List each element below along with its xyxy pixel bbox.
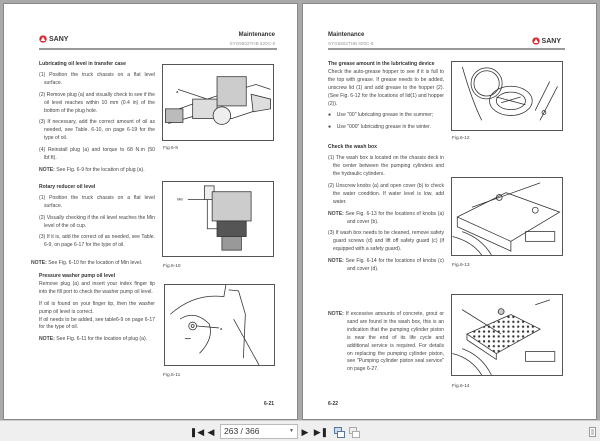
heading: Pressure washer pump oil level <box>39 273 116 279</box>
bullet-item: ● Use "00" lubricating grease in the summer; <box>328 112 434 119</box>
note: NOTE: See Fig. 6-14 for the locations of knobs (c) and cover (d). <box>328 258 444 273</box>
previous-page-button[interactable] <box>206 426 216 438</box>
step: (1) Position the truck chassis on a flat level surface. <box>39 194 155 209</box>
step: (1) The wash box is located on the chassis deck in the center between the pumping cylinders and the hydraulic cylinders. <box>328 155 444 177</box>
previous-page-icon: ◀ <box>207 426 215 437</box>
bullet-item: ● Use "000" lubricating grease in the winter. <box>328 124 431 131</box>
figure-grease-hopper <box>451 61 563 131</box>
first-page-icon: ❚◀ <box>189 426 205 437</box>
figure-caption: Fig.6-11 <box>163 373 181 378</box>
figure-caption: Fig.6-14 <box>452 384 470 389</box>
step: (4) Reinstall plug (a) and torque to 68 N.m (50 lbf.ft). <box>39 147 155 162</box>
sany-logo: SANY <box>532 37 561 45</box>
figure-wash-box <box>451 177 563 256</box>
paragraph: Check the auto-grease hopper to see if it is full to the top with grease. If grease needs to be added, unscrew lid (1) and add grease to the hopper (2). (See Fig. 6-12 for the locations of lid(1) and hopper (2)). <box>328 68 444 107</box>
step: (2) Visually checking if the oil level reaches the Min level of the oil cup. <box>39 214 155 229</box>
sany-logo: SANY <box>39 35 68 43</box>
header-rule <box>39 48 277 50</box>
svg-text:a: a <box>219 325 223 331</box>
step: (3) If wash box needs to be cleaned, remove safety guard screws (d) and lift off safety guard (c) (if equipped with a safety guard). <box>328 230 444 253</box>
svg-text:Min: Min <box>177 196 184 202</box>
left-page <box>3 3 298 420</box>
model-code: SYG5502THB 820C-8 <box>229 41 275 46</box>
heading: Check the wash box <box>328 144 377 151</box>
paragraph: Remove plug (a) and insert your index finger tip into the fill port to check the washer pump oil level. <box>39 280 155 295</box>
heading: Rotary reducer oil level <box>39 183 96 190</box>
figure-caption: Fig.6-10 <box>163 264 181 269</box>
note: NOTE: See Fig. 6-13 for the locations of knobs (a) and cover (b). <box>328 210 444 225</box>
right-page <box>302 3 597 420</box>
figure-wash-box-guard <box>451 294 563 376</box>
single-page-view-icon <box>334 427 345 438</box>
figure-caption: Fig.6-9 <box>163 146 178 151</box>
paragraph: If oil is found on your finger tip, then the washer pump oil level is correct. <box>39 300 155 315</box>
note: NOTE: If excessive amounts of concrete, grout or sand are found in the wash box, this is an indication that the pumping cylinder piston is near the end of its life cycle and additional service is required. For details on replacing the pumping cylinder piston, see "Pumping cylinder piston seal service" on page 6-27. <box>328 311 444 373</box>
next-page-button[interactable] <box>300 426 310 438</box>
section-title: Maintenance <box>328 32 365 38</box>
figure-washer-pump <box>164 284 275 366</box>
viewer-toolbar <box>0 420 600 441</box>
section-title: Maintenance <box>238 32 275 38</box>
single-page-view-button[interactable] <box>333 426 345 438</box>
step: (2) Remove plug (a) and visually check to see if the oil level reaches within 10 mm (0.4 in) of the bottom of the plug hole. <box>39 91 155 114</box>
bookmark-panel-button[interactable] <box>588 426 597 438</box>
two-page-view-icon <box>349 427 360 438</box>
sany-logo-icon <box>532 37 540 45</box>
figure-rotary-reducer <box>162 181 274 257</box>
paragraph: If oil needs to be added, see table6-9 on page 6-17 for the type of oil. <box>39 316 155 331</box>
last-page-button[interactable] <box>315 426 327 438</box>
first-page-button[interactable] <box>191 426 203 438</box>
figure-transfer-case <box>162 64 274 141</box>
step: (3) If it is, add the correct oil as needed, see Table. 6-9, on page 6-17 for the type of oil. <box>39 234 155 249</box>
next-page-icon: ▶ <box>301 426 309 437</box>
model-code: SYG5502THB 820C-8 <box>328 41 374 46</box>
step: (3) If necessary, add the correct amount of oil as needed, see Table. 6-10, on page 6-19 for the type of oil. <box>39 119 155 142</box>
figure-caption: Fig.6-12 <box>452 136 470 141</box>
last-page-icon: ▶❚ <box>313 426 329 437</box>
step: (1) Position the truck chassis on a flat level surface. <box>39 71 155 86</box>
heading: The grease amount in the lubricating device <box>328 61 435 67</box>
sany-logo-icon <box>39 35 47 43</box>
bookmark-panel-icon <box>589 427 596 437</box>
note: NOTE: See Fig. 6-10 for the location of Min level. <box>31 260 143 266</box>
page-number: 6-21 <box>264 401 275 407</box>
step: (2) Unscrew knobs (a) and open cover (b) to check the water condition. If water level is low, add water. <box>328 182 444 205</box>
heading: Lubricating oil level in transfer case <box>39 61 126 67</box>
note: NOTE: See Fig. 6-11 for the location of plug (a). <box>39 336 148 343</box>
page-number-input[interactable]: 263 / 366 ▼ <box>220 424 298 439</box>
note: NOTE: See Fig. 6-9 for the location of plug (a). <box>39 166 145 173</box>
header-rule <box>328 48 565 50</box>
two-page-view-button[interactable] <box>348 426 360 438</box>
chevron-down-icon[interactable]: ▼ <box>289 428 294 434</box>
svg-text:a: a <box>176 89 179 95</box>
page-number: 6-22 <box>328 401 339 407</box>
figure-caption: Fig.6-13 <box>452 263 470 268</box>
